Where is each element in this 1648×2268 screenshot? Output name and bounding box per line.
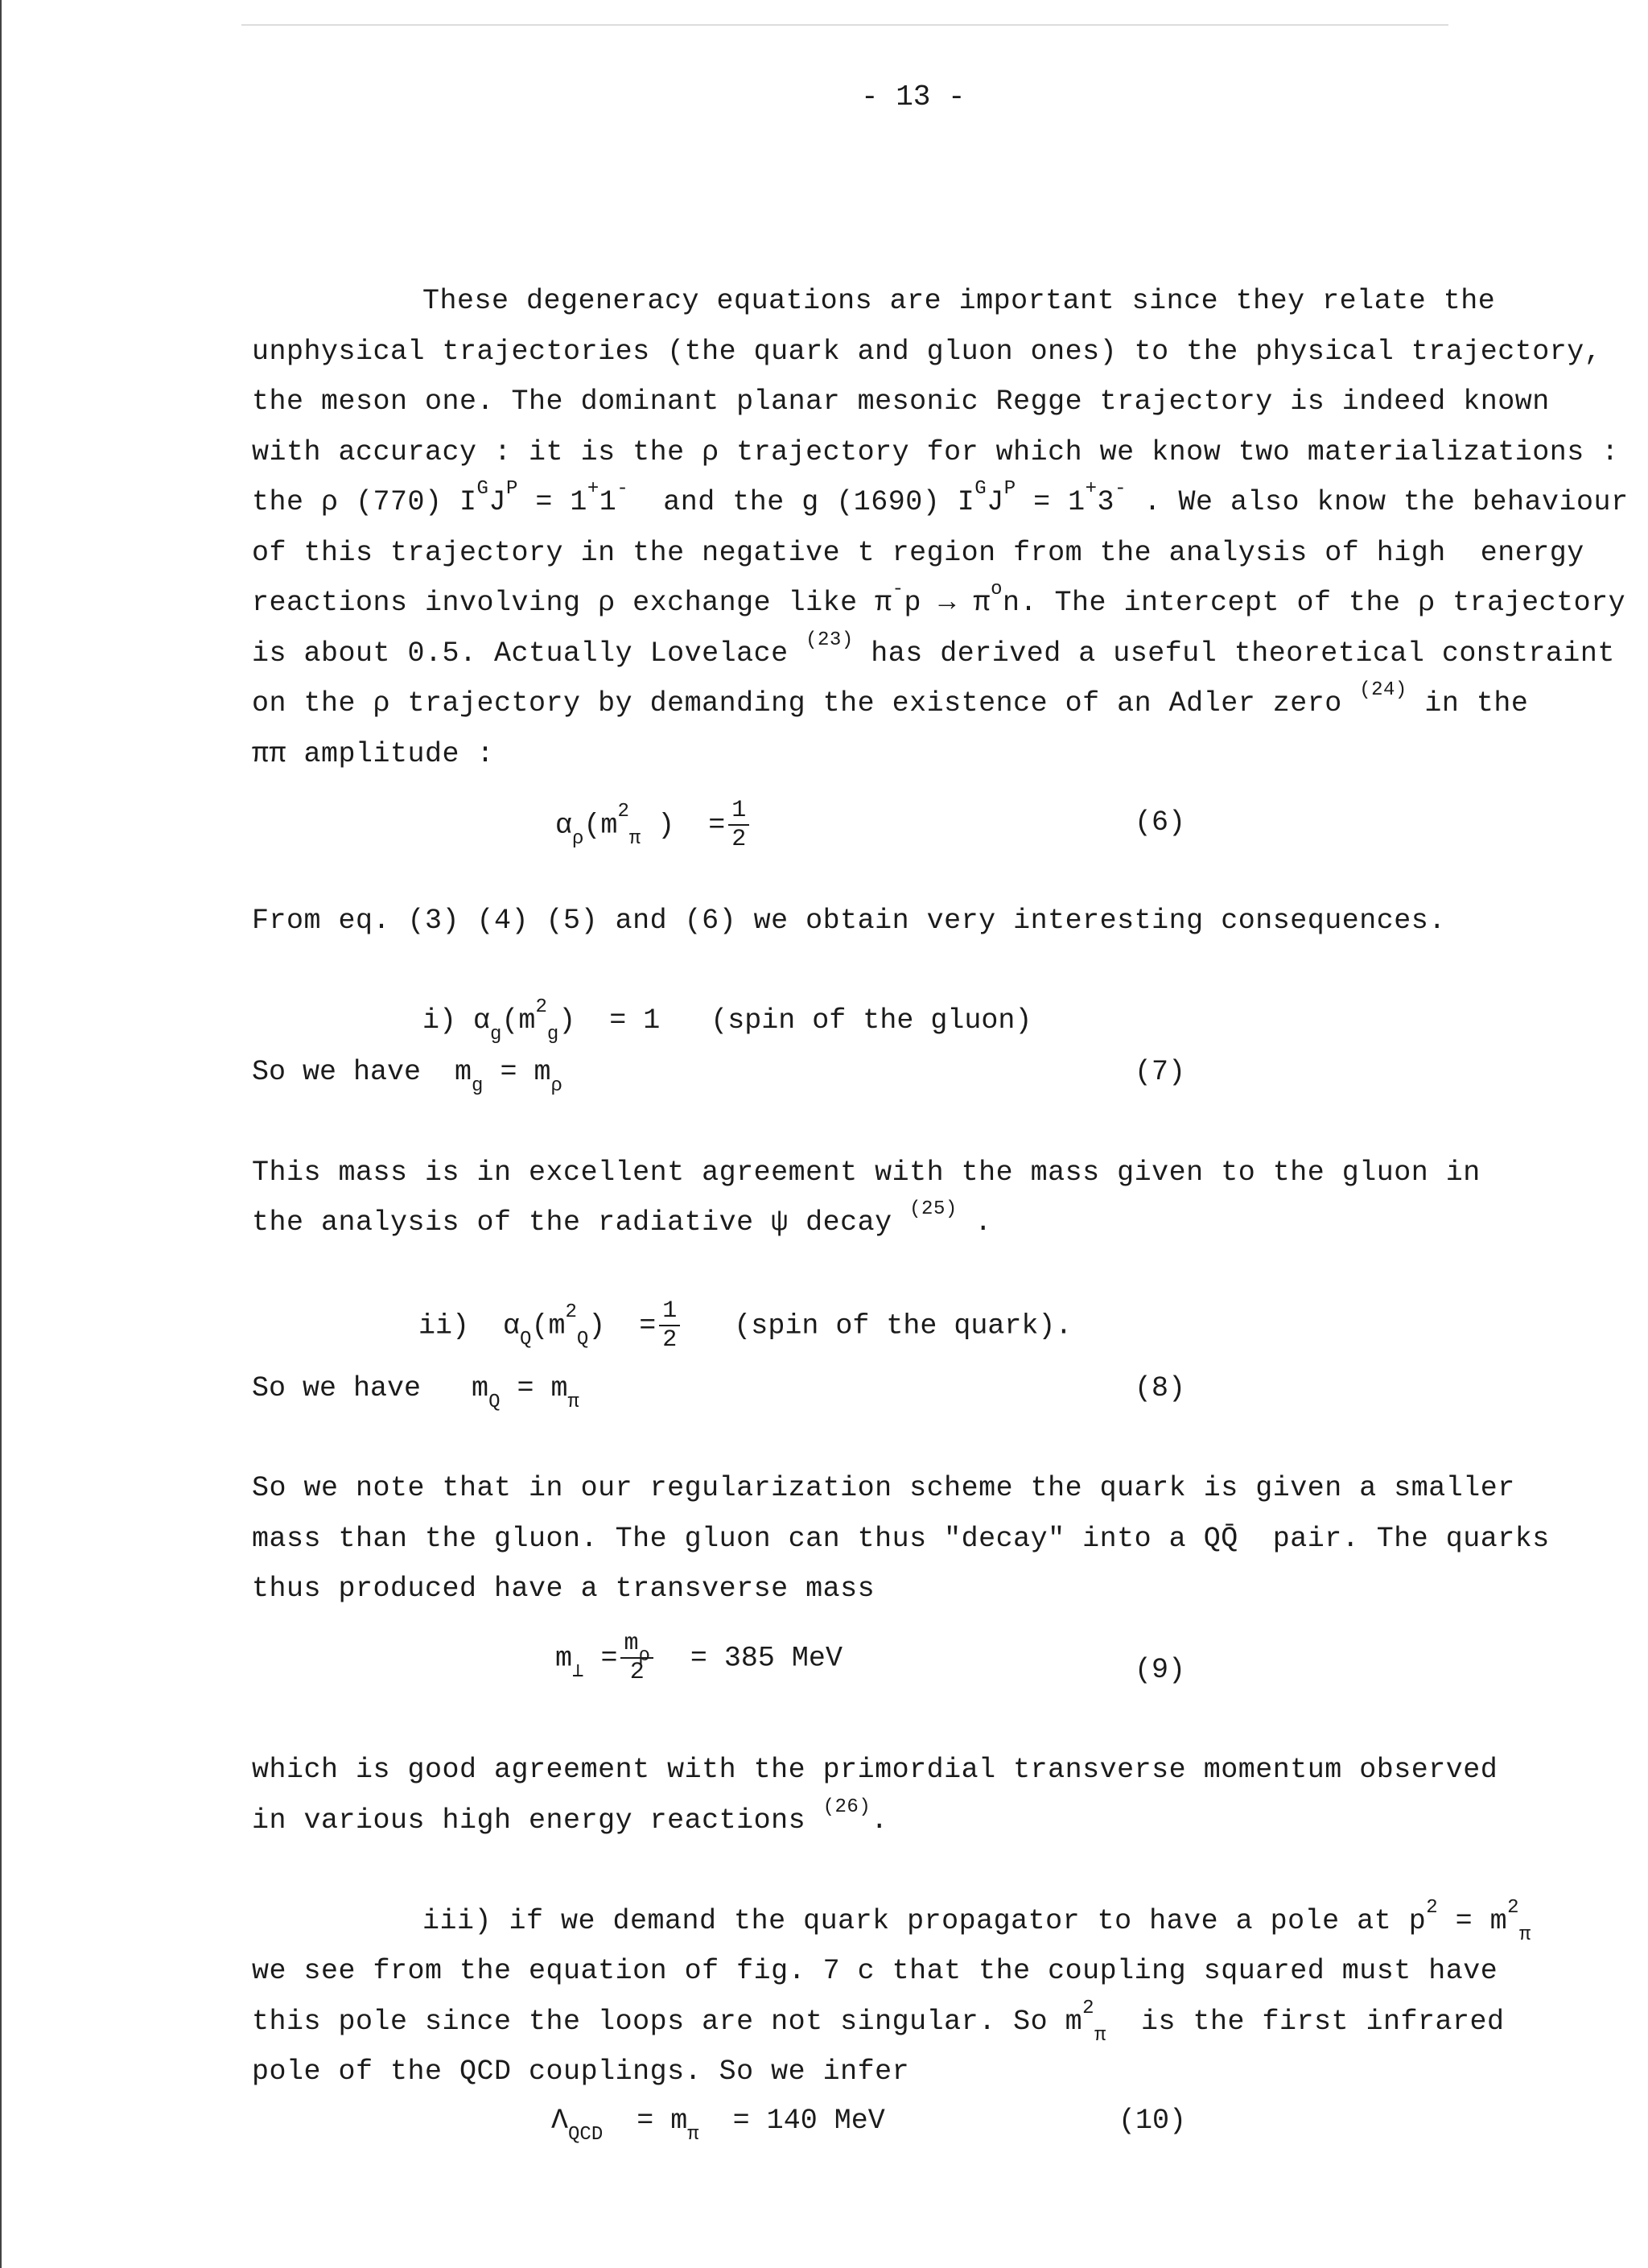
equation-6-number: (6) [1135,806,1186,839]
subscript: g [490,1024,502,1045]
superscript: - [892,579,904,600]
equation-7-number: (7) [1135,1056,1186,1088]
subscript: ρ [550,1075,562,1097]
text: has derived a useful theoretical constraint [853,637,1615,670]
fraction [728,797,749,853]
superscript: G [974,478,987,500]
text: = m [603,2105,688,2137]
equation-8 [252,1372,579,1413]
item-ii [418,1297,1072,1354]
subscript: ⊥ [572,1661,584,1684]
subscript: Q [576,1329,589,1351]
text: m [624,1630,639,1657]
text: (spin of the quark). [683,1309,1073,1342]
denominator: 2 [731,826,747,853]
para1-line6: of this trajectory in the negative t region from the analysis of high energy [252,537,1584,569]
para1-line8 [252,629,1615,671]
text: p → π [904,587,991,619]
text: J [488,486,506,518]
equation-10-number: (10) [1119,2105,1187,2137]
page-number: - 13 - [861,80,966,113]
text: n. The intercept of the ρ trajectory [1002,587,1626,619]
para3-line2: mass than the gluon. The gluon can thus "decay" into a QQ̄ pair. The quarks [252,1523,1550,1555]
text: = m [500,1372,568,1404]
para1-line5 [252,478,1629,520]
item-i [422,996,1032,1045]
text: (m [531,1309,566,1342]
para5-line2: we see from the equation of fig. 7 c that the coupling squared must have [252,1955,1498,1987]
text: = m [1438,1905,1508,1937]
text: = 385 MeV [656,1642,843,1675]
scan-edge [0,0,2,2268]
para1-line3: the meson one. The dominant planar mesonic Regge trajectory is indeed known [252,386,1550,418]
text: = 1 [517,486,587,518]
text: ) = [641,809,726,842]
subscript: π [687,2124,699,2146]
numerator: 1 [659,1297,680,1326]
para5-line1 [422,1897,1531,1946]
text: in various high energy reactions [252,1804,823,1837]
subscript: g [472,1075,484,1097]
text: . We also know the behaviour [1126,486,1629,518]
equation-7 [252,1056,562,1097]
text: So we have m [252,1056,472,1088]
text: is about 0.5. Actually Lovelace [252,637,806,670]
subscript: π [567,1392,579,1413]
from-eq-line: From eq. (3) (4) (5) and (6) we obtain very interesting consequences. [252,905,1446,937]
text: iii) if we demand the quark propagator to have a pole at p [422,1905,1427,1937]
text: = [583,1642,618,1675]
superscript: + [587,478,599,500]
reference-25: (25) [909,1198,958,1220]
text: in the [1407,687,1529,720]
fraction [659,1297,680,1354]
reference-26: (26) [822,1796,871,1818]
text: is the first infrared [1106,2006,1505,2038]
para1-line4: with accuracy : it is the ρ trajectory for which we know two materializations : [252,436,1619,468]
denominator: 2 [629,1659,645,1686]
scan-noise [241,24,1448,26]
denominator: 2 [662,1326,678,1354]
superscript: 2 [1082,1998,1095,2019]
subscript: π [628,828,641,851]
subscript: π [1094,2025,1106,2047]
text: . [957,1206,992,1239]
text: . [871,1804,888,1837]
para1-line9 [252,679,1529,721]
subscript: g [546,1024,559,1045]
para2-line2 [252,1198,992,1240]
reference-23: (23) [805,629,854,651]
superscript: G [476,478,489,500]
subscript: Q [520,1329,532,1351]
reference-24: (24) [1359,679,1407,701]
text: So we have m [252,1372,489,1404]
text: and the g (1690) I [628,486,975,518]
text: ) = [588,1309,657,1342]
text: = 140 MeV [698,2105,885,2137]
text: the ρ (770) I [252,486,477,518]
superscript: 2 [1426,1897,1439,1919]
superscript: P [505,478,518,500]
text: reactions involving ρ exchange like π [252,587,892,619]
text: ) = 1 (spin of the gluon) [558,1004,1032,1037]
para3-line1: So we note that in our regularization scheme the quark is given a smaller [252,1472,1515,1504]
alpha: α [555,809,573,842]
subscript: QCD [568,2124,604,2146]
text: this pole since the loops are not singular. So m [252,2006,1083,2038]
text: m [555,1642,573,1675]
subscript: ρ [572,828,584,851]
equation-8-number: (8) [1135,1372,1186,1404]
superscript: 2 [617,801,629,823]
text: ii) α [418,1309,521,1342]
text: J [987,486,1004,518]
text: 3 [1097,486,1115,518]
superscript: 2 [1507,1897,1520,1919]
para1-line7 [252,579,1626,621]
text: (m [501,1004,536,1037]
equation-6 [555,797,752,853]
para5-line3 [252,1998,1505,2047]
para4-line1: which is good agreement with the primordial transverse momentum observed [252,1754,1498,1786]
equation-10 [551,2105,885,2146]
para1-line1: These degeneracy equations are important since they relate the [422,285,1496,317]
para3-line3: thus produced have a transverse mass [252,1573,876,1605]
para1-line10: ππ amplitude : [252,738,495,770]
text: the analysis of the radiative ψ decay [252,1206,910,1239]
para5-line4: pole of the QCD couplings. So we infer [252,2056,910,2088]
equation-9-number: (9) [1135,1654,1186,1686]
fraction [620,1630,653,1686]
superscript: 2 [565,1301,577,1324]
para2-line1: This mass is in excellent agreement with the mass given to the gluon in [252,1157,1481,1189]
lambda: Λ [551,2105,569,2137]
para1-line2: unphysical trajectories (the quark and gluon ones) to the physical trajectory, [252,336,1602,368]
subscript: ρ [638,1645,650,1667]
superscript: P [1003,478,1016,500]
text: i) α [422,1004,491,1037]
text: = 1 [1016,486,1086,518]
superscript: - [616,478,629,500]
superscript: + [1085,478,1098,500]
subscript: Q [488,1392,501,1413]
para4-line2 [252,1796,888,1838]
text: (m [583,809,618,842]
text: 1 [599,486,617,518]
numerator [620,1630,653,1667]
subscript: π [1519,1924,1531,1946]
numerator: 1 [728,797,749,826]
superscript: - [1114,478,1127,500]
text: on the ρ trajectory by demanding the existence of an Adler zero [252,687,1360,720]
superscript: o [991,579,1003,600]
superscript: 2 [535,996,547,1018]
equation-9 [555,1630,843,1686]
text: = m [483,1056,551,1088]
